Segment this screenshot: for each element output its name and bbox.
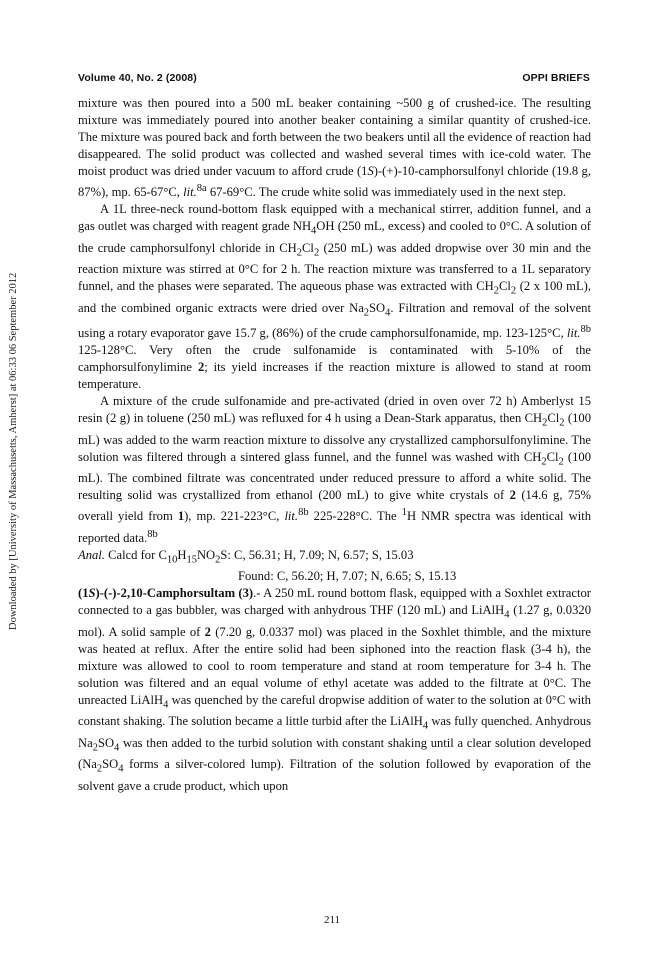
paragraph-camphorsultam: (1S)-(-)-2,10-Camphorsultam (3).- A 250 mL round bottom flask, equipped with a Soxhlet extractor connected to a gas bubbler, was charged with anhydrous THF (120 mL) and LiAlH$_4$ (1.27 g, 0.0320 mol). A solid sample of 2 (7.20 g, 0.0337 mol) was placed in the Soxhlet thimble, and the mixture was heated at reflux. After the entire solid had been siphoned into the reaction flask (3-4 h), the mixture was allowed to cool to room temperature and stand at room temperature for 3-4 h. The solution was filtered and an equal volume of ethyl acetate was added to the filtrate at 0°C. The unreacted LiAlH$_4$ was quenched by the careful dropwise addition of water to the solution at 0°C with constant shaking. The solution became a little turbid after the LiAlH$_4$ was fully quenched. Anhydrous $Na_2SO_4$ was then added to the turbid solution with constant shaking until a clear solution developed ($Na_2SO_4$ forms a silver-colored lump). Filtration of the solution followed by evaporation of the solvent gave a crude product, which upon — [78, 586, 591, 793]
article-body — [78, 95, 591, 795]
journal-volume: Volume 40, No. 2 (2008) — [78, 72, 197, 84]
download-watermark — [8, 272, 24, 646]
download-notice-text: Downloaded by [University of Massachusetts, Amherst] at 06:33 06 September 2012 — [8, 272, 19, 630]
paragraph-sulfonylimine: A mixture of the crude sulfonamide and pre-activated (dried in oven over 72 h) Amberlyst 15 resin (2 g) in toluene (250 mL) was refluxed for 4 h using a Dean-Stark apparatus, then $CH_2Cl_2$ (100 mL) was added to the warm reaction mixture to dissolve any crystallized camphorsulfonylimine. The solution was filtered through a sintered glass funnel, and the funnel was washed with $CH_2Cl_2$ (100 mL). The combined filtrate was concentrated under reduced pressure to afford a white solid. The resulting solid was crystallized from ethanol (200 mL) to give white crystals of 2 (14.6 g, 75% overall yield from 1), mp. 221-223°C, lit.$^{8b}$ 225-228°C. The $^1$H NMR spectra was identical with reported data.$^{8b}$ — [78, 394, 592, 545]
running-header — [78, 72, 590, 86]
section-title: OPPI BRIEFS — [522, 72, 590, 84]
page-number: 211 — [323, 914, 341, 926]
analysis-found: Found: C, 56.20; H, 7.07; N, 6.65; S, 15.13 — [238, 569, 457, 584]
paragraph-sulfonamide: A 1L three-neck round-bottom flask equipped with a mechanical stirrer, addition funnel, and a gas outlet was charged with reagent grade $NH_4OH$ (250 mL, excess) and cooled to 0°C. A solution of the crude camphorsulfonyl chloride in $CH_2Cl_2$ (250 mL) was added dropwise over 30 min and the reaction mixture was stirred at 0°C for 2 h. The reaction mixture was transferred to a 1L separatory funnel, and the phases were separated. The aqueous phase was extracted with $CH_2Cl_2$ (2 x 100 mL), and the combined organic extracts were dried over $Na_2SO_4$. Filtration and removal of the solvent using a rotary evaporator gave 15.7 g, (86%) of the crude camphorsulfonamide, mp. 123-125°C, lit.$^{8b}$ 125-128°C. Very often the crude sulfonamide is contaminated with 5-10% of the camphorsulfonylimine 2; its yield increases if the reaction mixture is allowed to stand at room temperature. — [78, 202, 591, 392]
analysis-calcd: Anal. Calcd for $C_{10}H_{15}NO_2S$: C, 56.31; H, 7.09; N, 6.57; S, 15.03 — [78, 547, 414, 566]
paragraph-prep-sulfonyl-chloride: mixture was then poured into a 500 mL beaker containing ~500 g of crushed-ice. The resulting mixture was immediately poured into another beaker containing a similar quantity of crushed-ice. The mixture was poured back and forth between the two beakers until all the evidence of reaction had disappeared. The solid product was collected and washed several times with ice-cold water. The moist product was dried under vacuum to afford crude (1S)-(+)-10-camphorsulfonyl chloride (19.8 g, 87%), mp. 65-67°C, lit.$^{8a}$ 67-69°C. The crude white solid was immediately used in the next step. — [78, 96, 591, 200]
